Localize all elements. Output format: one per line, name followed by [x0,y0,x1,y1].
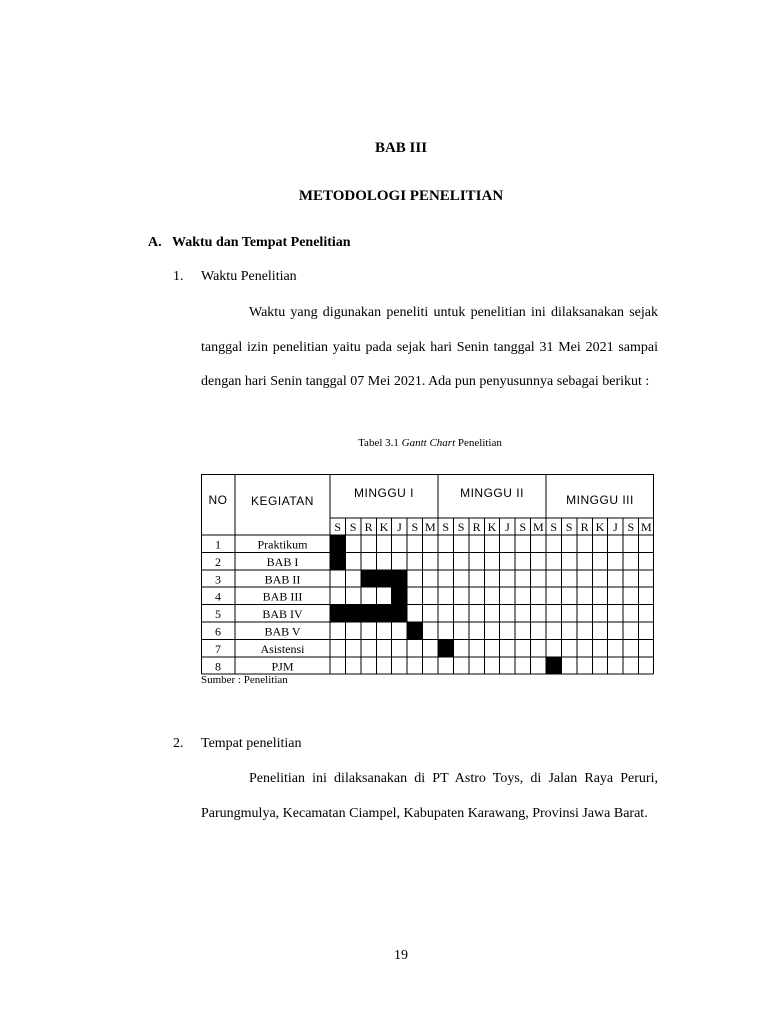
section-title: Waktu dan Tempat Penelitian [172,235,351,250]
chapter-label: BAB III [374,140,428,156]
header-week: MINGGU III [566,493,634,507]
header-week: MINGGU I [354,486,414,500]
gantt-filled-cell [392,587,407,604]
day-label: K [379,520,389,534]
day-label: J [397,520,402,534]
row-number: 5 [215,607,221,622]
subsection-number: 1. [173,269,184,284]
row-activity: BAB IV [262,607,303,622]
header-no: NO [208,493,228,507]
row-activity: BAB III [262,589,303,604]
row-activity: Asistensi [260,641,305,656]
subsection-title: Tempat penelitian [201,736,302,751]
paragraph-text: Waktu yang digunakan peneliti untuk penelitian ini dilaksanakan sejak tanggal izin penelitian yaitu pada sejak hari Senin tanggal 31 Mei 2021 sampai dengan hari Senin tanggal 07 Mei 2021. Ada pun penyusunnya sebagai berikut : [201,305,658,389]
day-label: S [442,520,450,534]
caption-prefix: Tabel 3.1 [358,437,402,449]
row-activity: Praktikum [257,537,308,552]
row-number: 7 [215,641,221,656]
paragraph-waktu [201,296,658,400]
day-label: S [519,520,527,534]
day-label: M [532,520,544,534]
header-kegiatan: KEGIATAN [251,494,314,508]
day-label: R [580,520,589,534]
day-label: S [457,520,465,534]
day-label: J [613,520,618,534]
row-number: 8 [215,659,221,674]
page-number: 19 [394,948,408,963]
row-number: 2 [215,554,221,569]
subsection-number: 2. [173,736,184,751]
gantt-filled-cell [330,552,345,569]
row-activity: BAB V [264,624,301,639]
gantt-filled-cell [330,535,345,552]
row-activity: PJM [271,659,294,674]
subsection-heading-1 [173,269,297,285]
row-activity: BAB II [264,572,301,587]
subsection-heading-2 [173,736,301,752]
caption-suffix: Penelitian [455,437,502,449]
paragraph-text: Penelitian ini dilaksanakan di PT Astro Toys, di Jalan Raya Peruri, Parungmulya, Kecamatan Ciampel, Kabupaten Karawang, Provinsi Jawa Barat. [201,771,658,821]
caption-italic: Gantt Chart [401,437,456,449]
header-week: MINGGU II [460,486,524,500]
table-source: Sumber : Penelitian [201,674,288,686]
gantt-filled-cell [546,657,561,674]
section-heading [148,235,351,251]
day-label: M [640,520,652,534]
gantt-filled-cell [407,622,422,639]
day-label: S [565,520,573,534]
day-label: S [349,520,357,534]
gantt-filled-cell [376,605,391,622]
day-label: M [424,520,436,534]
row-activity: BAB I [266,554,299,569]
day-label: K [595,520,605,534]
row-number: 6 [215,624,221,639]
day-label: S [334,520,342,534]
day-label: J [505,520,510,534]
gantt-filled-cell [438,639,453,656]
row-number: 1 [215,537,221,552]
gantt-filled-cell [330,605,345,622]
row-number: 3 [215,572,221,587]
day-label: S [550,520,558,534]
paragraph-tempat [201,762,658,831]
day-label: S [627,520,635,534]
day-label: R [364,520,373,534]
gantt-filled-cell [361,605,376,622]
gantt-filled-cell [361,570,376,587]
day-label: K [487,520,497,534]
gantt-filled-cell [345,605,360,622]
table-caption [0,437,768,449]
chapter-title: METODOLOGI PENELITIAN [298,188,504,204]
day-label: S [411,520,419,534]
row-number: 4 [215,589,221,604]
gantt-filled-cell [392,605,407,622]
gantt-filled-cell [376,570,391,587]
section-letter: A. [148,235,162,250]
gantt-chart-table [201,474,654,674]
subsection-title: Waktu Penelitian [201,269,297,284]
gantt-filled-cell [392,570,407,587]
day-label: R [472,520,481,534]
